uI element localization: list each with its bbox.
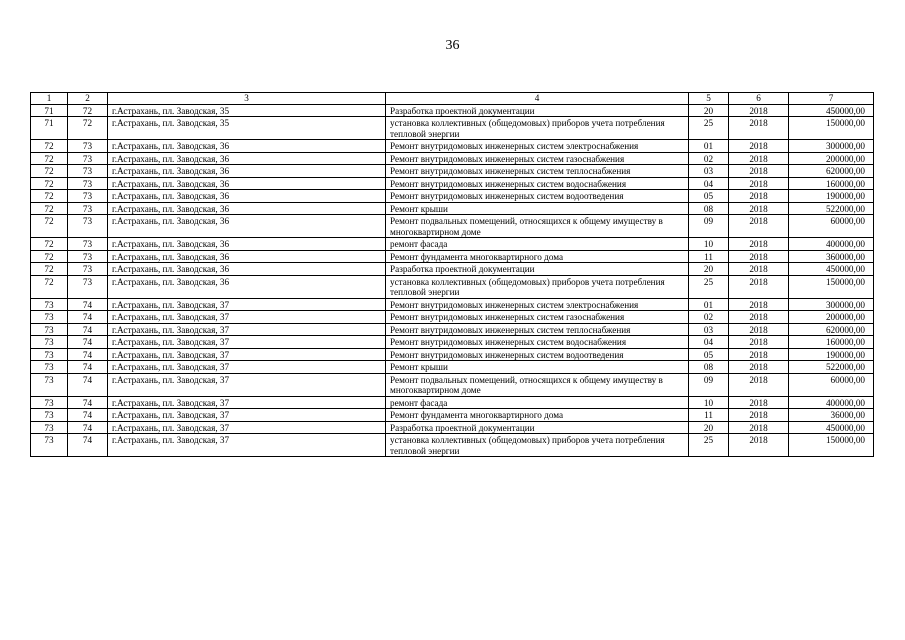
row-number-cell: 73: [31, 348, 68, 361]
address-cell: г.Астрахань, пл. Заводская, 37: [108, 298, 386, 311]
row-number-cell: 72: [31, 275, 68, 298]
address-cell: г.Астрахань, пл. Заводская, 37: [108, 323, 386, 336]
row-number-cell: 71: [31, 104, 68, 117]
work-type-cell: Ремонт внутридомовых инженерных систем водоотведения: [386, 348, 689, 361]
address-cell: г.Астрахань, пл. Заводская, 36: [108, 215, 386, 238]
cost-cell: 190000,00: [789, 348, 874, 361]
year-cell: 2018: [729, 152, 789, 165]
year-cell: 2018: [729, 117, 789, 140]
work-code-cell: 20: [689, 104, 729, 117]
cost-cell: 190000,00: [789, 190, 874, 203]
year-cell: 2018: [729, 177, 789, 190]
table-body: [31, 104, 874, 457]
cost-cell: 60000,00: [789, 373, 874, 396]
table-row: [31, 348, 874, 361]
address-cell: г.Астрахань, пл. Заводская, 36: [108, 238, 386, 251]
year-cell: 2018: [729, 202, 789, 215]
row-number-cell: 73: [31, 311, 68, 324]
work-code-cell: 01: [689, 140, 729, 153]
row-number-cell: 73: [31, 409, 68, 422]
work-type-cell: установка коллективных (общедомовых) приборов учета потребления тепловой энергии: [386, 434, 689, 457]
address-cell: г.Астрахань, пл. Заводская, 37: [108, 336, 386, 349]
item-number-cell: 74: [68, 361, 108, 374]
works-table: [30, 92, 874, 457]
work-code-cell: 03: [689, 165, 729, 178]
year-cell: 2018: [729, 421, 789, 434]
address-cell: г.Астрахань, пл. Заводская, 37: [108, 396, 386, 409]
address-cell: г.Астрахань, пл. Заводская, 37: [108, 421, 386, 434]
item-number-cell: 74: [68, 409, 108, 422]
work-type-cell: Ремонт внутридомовых инженерных систем водоснабжения: [386, 177, 689, 190]
row-number-cell: 73: [31, 421, 68, 434]
item-number-cell: 74: [68, 373, 108, 396]
year-cell: 2018: [729, 190, 789, 203]
row-number-cell: 71: [31, 117, 68, 140]
work-type-cell: Ремонт крыши: [386, 361, 689, 374]
work-type-cell: Ремонт внутридомовых инженерных систем электроснабжения: [386, 140, 689, 153]
year-cell: 2018: [729, 373, 789, 396]
work-type-cell: Ремонт крыши: [386, 202, 689, 215]
item-number-cell: 73: [68, 140, 108, 153]
cost-cell: 450000,00: [789, 421, 874, 434]
year-cell: 2018: [729, 348, 789, 361]
item-number-cell: 74: [68, 311, 108, 324]
cost-cell: 400000,00: [789, 238, 874, 251]
work-type-cell: Ремонт фундамента многоквартирного дома: [386, 250, 689, 263]
item-number-cell: 74: [68, 434, 108, 457]
row-number-cell: 72: [31, 190, 68, 203]
table-row: [31, 361, 874, 374]
cost-cell: 360000,00: [789, 250, 874, 263]
work-code-cell: 09: [689, 215, 729, 238]
item-number-cell: 73: [68, 215, 108, 238]
work-type-cell: Разработка проектной документации: [386, 421, 689, 434]
work-code-cell: 05: [689, 190, 729, 203]
address-cell: г.Астрахань, пл. Заводская, 36: [108, 165, 386, 178]
work-code-cell: 20: [689, 421, 729, 434]
cost-cell: 620000,00: [789, 323, 874, 336]
column-header: 7: [789, 93, 874, 105]
year-cell: 2018: [729, 298, 789, 311]
table-row: [31, 434, 874, 457]
work-type-cell: Ремонт внутридомовых инженерных систем теплоснабжения: [386, 165, 689, 178]
table-row: [31, 336, 874, 349]
work-type-cell: Ремонт подвальных помещений, относящихся к общему имуществу в многоквартирном доме: [386, 373, 689, 396]
row-number-cell: 73: [31, 336, 68, 349]
address-cell: г.Астрахань, пл. Заводская, 37: [108, 361, 386, 374]
column-header: 6: [729, 93, 789, 105]
row-number-cell: 72: [31, 202, 68, 215]
column-header: 3: [108, 93, 386, 105]
row-number-cell: 72: [31, 238, 68, 251]
year-cell: 2018: [729, 361, 789, 374]
item-number-cell: 73: [68, 202, 108, 215]
cost-cell: 522000,00: [789, 202, 874, 215]
work-type-cell: Ремонт фундамента многоквартирного дома: [386, 409, 689, 422]
row-number-cell: 72: [31, 152, 68, 165]
address-cell: г.Астрахань, пл. Заводская, 37: [108, 348, 386, 361]
year-cell: 2018: [729, 250, 789, 263]
column-number-row: [31, 93, 874, 105]
work-code-cell: 03: [689, 323, 729, 336]
item-number-cell: 74: [68, 348, 108, 361]
cost-cell: 150000,00: [789, 117, 874, 140]
column-header: 5: [689, 93, 729, 105]
year-cell: 2018: [729, 434, 789, 457]
work-code-cell: 04: [689, 336, 729, 349]
table-row: [31, 250, 874, 263]
work-type-cell: Ремонт подвальных помещений, относящихся к общему имуществу в многоквартирном доме: [386, 215, 689, 238]
column-header: 4: [386, 93, 689, 105]
address-cell: г.Астрахань, пл. Заводская, 35: [108, 104, 386, 117]
row-number-cell: 72: [31, 177, 68, 190]
address-cell: г.Астрахань, пл. Заводская, 37: [108, 434, 386, 457]
row-number-cell: 73: [31, 373, 68, 396]
table-row: [31, 165, 874, 178]
row-number-cell: 72: [31, 215, 68, 238]
table-row: [31, 373, 874, 396]
cost-cell: 160000,00: [789, 336, 874, 349]
column-header: 2: [68, 93, 108, 105]
item-number-cell: 74: [68, 323, 108, 336]
row-number-cell: 72: [31, 263, 68, 276]
cost-cell: 36000,00: [789, 409, 874, 422]
item-number-cell: 73: [68, 190, 108, 203]
work-type-cell: установка коллективных (общедомовых) приборов учета потребления тепловой энергии: [386, 117, 689, 140]
work-code-cell: 09: [689, 373, 729, 396]
address-cell: г.Астрахань, пл. Заводская, 36: [108, 140, 386, 153]
year-cell: 2018: [729, 104, 789, 117]
table-row: [31, 298, 874, 311]
cost-cell: 450000,00: [789, 104, 874, 117]
table-row: [31, 311, 874, 324]
work-code-cell: 20: [689, 263, 729, 276]
work-type-cell: Разработка проектной документации: [386, 104, 689, 117]
work-code-cell: 08: [689, 361, 729, 374]
table-row: [31, 152, 874, 165]
item-number-cell: 74: [68, 298, 108, 311]
row-number-cell: 72: [31, 250, 68, 263]
item-number-cell: 73: [68, 263, 108, 276]
work-code-cell: 25: [689, 275, 729, 298]
year-cell: 2018: [729, 336, 789, 349]
work-type-cell: установка коллективных (общедомовых) приборов учета потребления тепловой энергии: [386, 275, 689, 298]
work-type-cell: Ремонт внутридомовых инженерных систем газоснабжения: [386, 152, 689, 165]
item-number-cell: 74: [68, 396, 108, 409]
table-row: [31, 117, 874, 140]
table-row: [31, 140, 874, 153]
year-cell: 2018: [729, 275, 789, 298]
cost-cell: 150000,00: [789, 434, 874, 457]
row-number-cell: 73: [31, 361, 68, 374]
work-type-cell: Ремонт внутридомовых инженерных систем теплоснабжения: [386, 323, 689, 336]
table-row: [31, 421, 874, 434]
column-header: 1: [31, 93, 68, 105]
work-type-cell: ремонт фасада: [386, 396, 689, 409]
cost-cell: 200000,00: [789, 152, 874, 165]
item-number-cell: 72: [68, 104, 108, 117]
cost-cell: 400000,00: [789, 396, 874, 409]
row-number-cell: 73: [31, 396, 68, 409]
work-type-cell: Ремонт внутридомовых инженерных систем газоснабжения: [386, 311, 689, 324]
year-cell: 2018: [729, 215, 789, 238]
work-type-cell: Ремонт внутридомовых инженерных систем электроснабжения: [386, 298, 689, 311]
table-row: [31, 275, 874, 298]
cost-cell: 60000,00: [789, 215, 874, 238]
table-row: [31, 396, 874, 409]
row-number-cell: 73: [31, 434, 68, 457]
work-code-cell: 02: [689, 311, 729, 324]
address-cell: г.Астрахань, пл. Заводская, 37: [108, 311, 386, 324]
cost-cell: 160000,00: [789, 177, 874, 190]
item-number-cell: 73: [68, 177, 108, 190]
table-row: [31, 104, 874, 117]
address-cell: г.Астрахань, пл. Заводская, 36: [108, 202, 386, 215]
work-type-cell: Разработка проектной документации: [386, 263, 689, 276]
address-cell: г.Астрахань, пл. Заводская, 36: [108, 250, 386, 263]
year-cell: 2018: [729, 409, 789, 422]
year-cell: 2018: [729, 323, 789, 336]
cost-cell: 620000,00: [789, 165, 874, 178]
address-cell: г.Астрахань, пл. Заводская, 37: [108, 409, 386, 422]
table-row: [31, 177, 874, 190]
table-row: [31, 215, 874, 238]
work-type-cell: Ремонт внутридомовых инженерных систем водоотведения: [386, 190, 689, 203]
table-row: [31, 409, 874, 422]
address-cell: г.Астрахань, пл. Заводская, 36: [108, 263, 386, 276]
table-row: [31, 238, 874, 251]
item-number-cell: 74: [68, 336, 108, 349]
address-cell: г.Астрахань, пл. Заводская, 37: [108, 373, 386, 396]
cost-cell: 150000,00: [789, 275, 874, 298]
work-code-cell: 25: [689, 434, 729, 457]
table-row: [31, 202, 874, 215]
work-code-cell: 25: [689, 117, 729, 140]
row-number-cell: 73: [31, 298, 68, 311]
item-number-cell: 73: [68, 165, 108, 178]
year-cell: 2018: [729, 311, 789, 324]
item-number-cell: 73: [68, 250, 108, 263]
cost-cell: 450000,00: [789, 263, 874, 276]
row-number-cell: 73: [31, 323, 68, 336]
work-code-cell: 02: [689, 152, 729, 165]
year-cell: 2018: [729, 396, 789, 409]
address-cell: г.Астрахань, пл. Заводская, 36: [108, 177, 386, 190]
cost-cell: 300000,00: [789, 140, 874, 153]
row-number-cell: 72: [31, 165, 68, 178]
table-row: [31, 323, 874, 336]
table-row: [31, 190, 874, 203]
page-number: 36: [445, 38, 460, 53]
item-number-cell: 74: [68, 421, 108, 434]
cost-cell: 200000,00: [789, 311, 874, 324]
item-number-cell: 72: [68, 117, 108, 140]
item-number-cell: 73: [68, 238, 108, 251]
address-cell: г.Астрахань, пл. Заводская, 36: [108, 275, 386, 298]
work-code-cell: 04: [689, 177, 729, 190]
address-cell: г.Астрахань, пл. Заводская, 36: [108, 190, 386, 203]
year-cell: 2018: [729, 140, 789, 153]
work-type-cell: Ремонт внутридомовых инженерных систем водоснабжения: [386, 336, 689, 349]
item-number-cell: 73: [68, 275, 108, 298]
work-type-cell: ремонт фасада: [386, 238, 689, 251]
work-code-cell: 11: [689, 250, 729, 263]
work-code-cell: 05: [689, 348, 729, 361]
cost-cell: 300000,00: [789, 298, 874, 311]
cost-cell: 522000,00: [789, 361, 874, 374]
year-cell: 2018: [729, 165, 789, 178]
work-code-cell: 08: [689, 202, 729, 215]
work-code-cell: 01: [689, 298, 729, 311]
year-cell: 2018: [729, 238, 789, 251]
address-cell: г.Астрахань, пл. Заводская, 36: [108, 152, 386, 165]
work-code-cell: 10: [689, 238, 729, 251]
table-row: [31, 263, 874, 276]
work-code-cell: 10: [689, 396, 729, 409]
address-cell: г.Астрахань, пл. Заводская, 35: [108, 117, 386, 140]
year-cell: 2018: [729, 263, 789, 276]
work-code-cell: 11: [689, 409, 729, 422]
item-number-cell: 73: [68, 152, 108, 165]
row-number-cell: 72: [31, 140, 68, 153]
